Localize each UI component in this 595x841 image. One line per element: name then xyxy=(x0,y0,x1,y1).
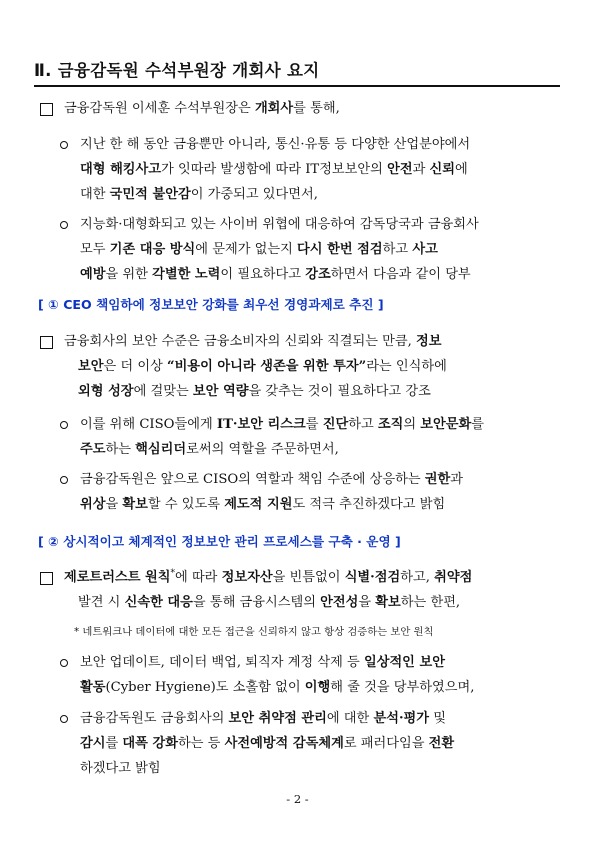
text-line: 보안은 더 이상 “비용이 아니라 생존을 위한 투자”라는 인식하에 xyxy=(78,359,447,374)
text-line: 제로트러스트 원칙*에 따라 정보자산을 빈틈없이 식별·점검하고, 취약점 xyxy=(64,568,473,585)
page-number: - 2 - xyxy=(286,792,309,806)
circle-bullet-icon xyxy=(60,221,68,229)
circle-bullet-icon xyxy=(60,421,68,429)
text-line: 지능화·대형화되고 있는 사이버 위협에 대응하여 감독당국과 금융회사 xyxy=(80,217,479,232)
text-line: 외형 성장에 걸맞는 보안 역량을 갖추는 것이 필요하다고 강조 xyxy=(78,384,431,399)
square-bullet-icon xyxy=(40,336,53,349)
circle-bullet-icon xyxy=(60,659,68,667)
text-line: 하겠다고 밝힘 xyxy=(80,761,161,776)
text-line: 금융감독원도 금융회사의 보안 취약점 관리에 대한 분석·평가 및 xyxy=(80,711,446,726)
text-line: 발견 시 신속한 대응을 통해 금융시스템의 안전성을 확보하는 한편, xyxy=(78,595,461,610)
text-line: 예방을 위한 각별한 노력이 필요하다고 강조하면서 다음과 같이 당부 xyxy=(80,267,471,282)
circle-bullet-icon xyxy=(60,715,68,723)
footnote: * 네트워크나 데이터에 대한 모든 접근을 신뢰하지 않고 항상 검증하는 보안 원칙 xyxy=(74,626,434,638)
text-line: 대한 국민적 불안감이 가중되고 있다면서, xyxy=(80,187,318,202)
text-line: 보안 업데이트, 데이터 백업, 퇴직자 계정 삭제 등 일상적인 보안 xyxy=(80,655,445,670)
text-line: 금융감독원은 앞으로 CISO의 역할과 책임 수준에 상응하는 권한과 xyxy=(80,472,463,487)
square-bullet-icon xyxy=(40,103,53,116)
text-line: 위상을 확보할 수 있도록 제도적 지원도 적극 추진하겠다고 밝힘 xyxy=(80,497,446,512)
circle-bullet-icon xyxy=(60,141,68,149)
title-underline xyxy=(34,85,560,87)
circle-bullet-icon xyxy=(60,476,68,484)
text-line: 금융회사의 보안 수준은 금융소비자의 신뢰와 직결되는 만큼, 정보 xyxy=(64,334,442,349)
page-title: Ⅱ. 금융감독원 수석부원장 개회사 요지 xyxy=(34,61,320,80)
section-heading-2: [ ② 상시적이고 체계적인 정보보안 관리 프로세스를 구축 · 운영 ] xyxy=(38,534,401,549)
section-heading-1: [ ① CEO 책임하에 정보보안 강화를 최우선 경영과제로 추진 ] xyxy=(38,297,384,312)
text-line: 활동(Cyber Hygiene)도 소홀함 없이 이행해 줄 것을 당부하였으며, xyxy=(80,680,475,695)
text-line: 이를 위해 CISO들에게 IT·보안 리스크를 진단하고 조직의 보안문화를 xyxy=(80,417,485,432)
text-line: 주도하는 핵심리더로써의 역할을 주문하면서, xyxy=(80,442,339,457)
text-line: 모두 기존 대응 방식에 문제가 없는지 다시 한번 점검하고 사고 xyxy=(80,242,438,257)
text-line: 감시를 대폭 강화하는 등 사전예방적 감독체계로 패러다임을 전환 xyxy=(80,736,455,751)
square-bullet-icon xyxy=(40,572,53,585)
text-line: 지난 한 해 동안 금융뿐만 아니라, 통신·유통 등 다양한 산업분야에서 xyxy=(80,137,471,152)
text-line: 금융감독원 이세훈 수석부원장은 개회사를 통해, xyxy=(64,101,340,116)
text-line: 대형 해킹사고가 잇따라 발생함에 따라 IT정보보안의 안전과 신뢰에 xyxy=(80,162,468,177)
